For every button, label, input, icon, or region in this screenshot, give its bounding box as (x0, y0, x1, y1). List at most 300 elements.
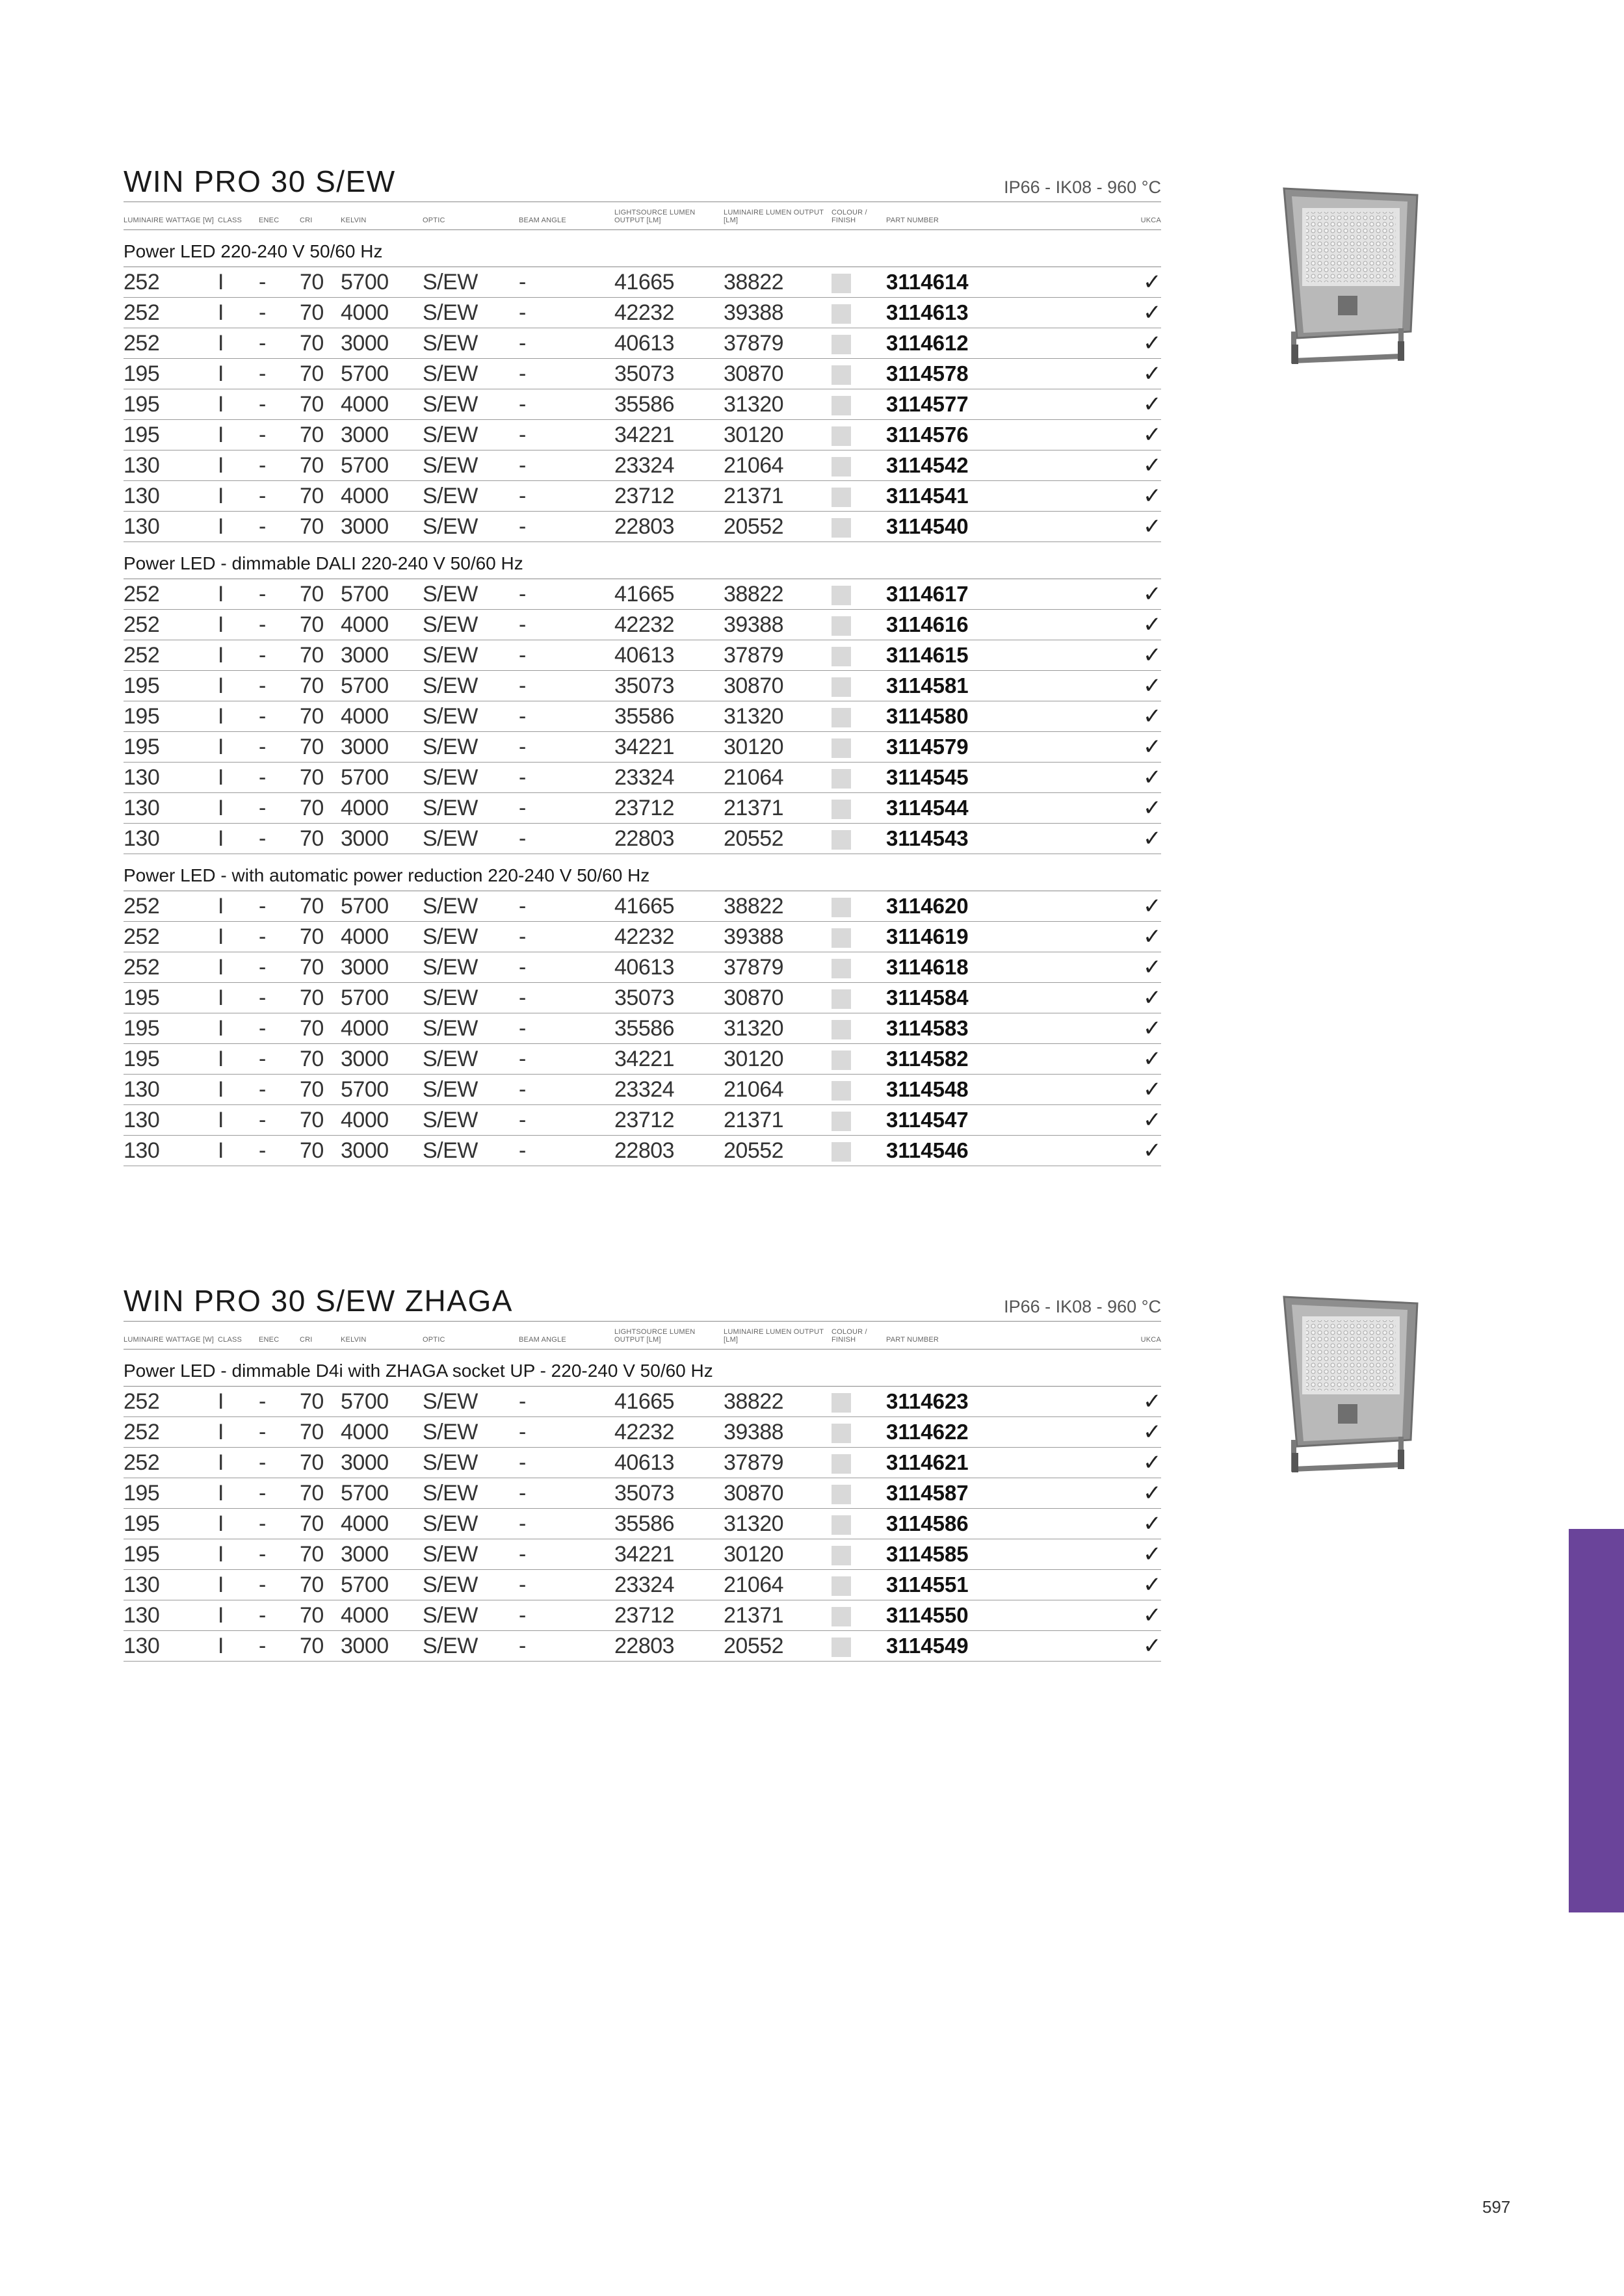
beam-angle-cell: - (519, 450, 614, 481)
part-number-cell: 3114615 (886, 640, 1049, 671)
optic-cell: S/EW (423, 579, 519, 610)
lightsource-lumen-cell: 34221 (614, 732, 724, 763)
optic-cell: S/EW (423, 732, 519, 763)
beam-angle-cell: - (519, 267, 614, 298)
optic-cell: S/EW (423, 1570, 519, 1600)
beam-angle-cell: - (519, 298, 614, 328)
grey-finish-swatch (832, 1424, 851, 1443)
table-row (124, 701, 1161, 732)
grey-finish-swatch (832, 1454, 851, 1474)
class-cell: I (218, 1509, 259, 1539)
luminaire-lumen-cell: 37879 (724, 1448, 832, 1478)
kelvin-cell: 4000 (341, 610, 423, 640)
colour-swatch-cell (832, 732, 886, 763)
class-cell: I (218, 1631, 259, 1662)
cri-cell: 70 (300, 420, 341, 450)
beam-angle-cell: - (519, 1075, 614, 1105)
table-row (124, 671, 1161, 701)
kelvin-cell: 5700 (341, 1478, 423, 1509)
colour-swatch-cell (832, 701, 886, 732)
beam-angle-cell: - (519, 481, 614, 512)
checkmark-icon: ✓ (1143, 300, 1161, 325)
grey-finish-swatch (832, 898, 851, 917)
checkmark-icon: ✓ (1143, 924, 1161, 949)
ukca-cell (1049, 420, 1161, 450)
kelvin-cell: 4000 (341, 793, 423, 824)
beam-angle-cell: - (519, 1044, 614, 1075)
ukca-cell (1049, 922, 1161, 952)
part-number-cell: 3114580 (886, 701, 1049, 732)
part-number-cell: 3114582 (886, 1044, 1049, 1075)
ukca-cell (1049, 512, 1161, 542)
cri-cell: 70 (300, 922, 341, 952)
enec-cell: - (259, 732, 300, 763)
lightsource-lumen-cell: 42232 (614, 1417, 724, 1448)
enec-cell: - (259, 922, 300, 952)
wattage-header: LUMINAIRE WATTAGE [W] (124, 1322, 218, 1350)
cri-cell: 70 (300, 701, 341, 732)
optic-cell: S/EW (423, 1600, 519, 1631)
beam-angle-cell: - (519, 793, 614, 824)
optic-cell: S/EW (423, 610, 519, 640)
cri-cell: 70 (300, 481, 341, 512)
beam-angle-cell: - (519, 512, 614, 542)
kelvin-cell: 4000 (341, 1417, 423, 1448)
lightsource-lumen-cell: 35586 (614, 701, 724, 732)
kelvin-cell: 5700 (341, 671, 423, 701)
checkmark-icon: ✓ (1143, 673, 1161, 698)
checkmark-icon: ✓ (1143, 1108, 1161, 1132)
wattage-cell: 130 (124, 1136, 218, 1166)
class-cell: I (218, 450, 259, 481)
wattage-cell: 252 (124, 328, 218, 359)
beam-angle-cell: - (519, 1013, 614, 1044)
checkmark-icon: ✓ (1143, 1450, 1161, 1475)
beam-angle-header: BEAM ANGLE (519, 202, 614, 230)
wattage-cell: 130 (124, 1631, 218, 1662)
cri-cell: 70 (300, 732, 341, 763)
beam-angle-header: BEAM ANGLE (519, 1322, 614, 1350)
luminaire-lumen-cell: 38822 (724, 579, 832, 610)
grey-finish-swatch (832, 677, 851, 697)
grey-finish-swatch (832, 1546, 851, 1565)
optic-header: OPTIC (423, 202, 519, 230)
cri-cell: 70 (300, 1600, 341, 1631)
class-cell: I (218, 610, 259, 640)
beam-angle-cell: - (519, 1448, 614, 1478)
class-cell: I (218, 701, 259, 732)
enec-cell: - (259, 952, 300, 983)
grey-finish-swatch (832, 928, 851, 948)
grey-finish-swatch (832, 1485, 851, 1504)
beam-angle-cell: - (519, 922, 614, 952)
kelvin-cell: 5700 (341, 1570, 423, 1600)
luminaire-lumen-cell: 30870 (724, 671, 832, 701)
kelvin-cell: 4000 (341, 1105, 423, 1136)
luminaire-lumen-cell: 39388 (724, 1417, 832, 1448)
class-cell: I (218, 1136, 259, 1166)
optic-cell: S/EW (423, 952, 519, 983)
class-cell: I (218, 732, 259, 763)
luminaire-lumen-cell: 21371 (724, 481, 832, 512)
class-cell: I (218, 1478, 259, 1509)
lightsource-lumen-cell: 34221 (614, 420, 724, 450)
wattage-cell: 252 (124, 610, 218, 640)
wattage-cell: 130 (124, 1600, 218, 1631)
enec-cell: - (259, 328, 300, 359)
optic-cell: S/EW (423, 267, 519, 298)
colour-swatch-cell (832, 481, 886, 512)
luminaire-lumen-header: LUMINAIRE LUMEN OUTPUT [LM] (724, 1322, 832, 1350)
lightsource-lumen-cell: 35073 (614, 983, 724, 1013)
part-number-cell: 3114581 (886, 671, 1049, 701)
enec-cell: - (259, 1539, 300, 1570)
lightsource-lumen-cell: 35073 (614, 1478, 724, 1509)
ukca-cell (1049, 481, 1161, 512)
group-heading-row (124, 854, 1161, 891)
class-cell: I (218, 1570, 259, 1600)
beam-angle-cell: - (519, 359, 614, 389)
product-title: WIN PRO 30 S/EW ZHAGA (124, 1284, 513, 1318)
kelvin-cell: 3000 (341, 1539, 423, 1570)
optic-cell: S/EW (423, 1387, 519, 1417)
kelvin-cell: 4000 (341, 701, 423, 732)
part-number-cell: 3114541 (886, 481, 1049, 512)
grey-finish-swatch (832, 274, 851, 293)
ukca-cell (1049, 298, 1161, 328)
enec-cell: - (259, 389, 300, 420)
lightsource-lumen-cell: 41665 (614, 891, 724, 922)
part-number-cell: 3114547 (886, 1105, 1049, 1136)
cri-cell: 70 (300, 450, 341, 481)
chapter-side-tab (1569, 1529, 1624, 1912)
part-number-cell: 3114576 (886, 420, 1049, 450)
checkmark-icon: ✓ (1143, 735, 1161, 759)
lightsource-lumen-cell: 23712 (614, 1600, 724, 1631)
colour-swatch-cell (832, 512, 886, 542)
beam-angle-cell: - (519, 1509, 614, 1539)
kelvin-cell: 3000 (341, 732, 423, 763)
enec-cell: - (259, 512, 300, 542)
part-number-cell: 3114579 (886, 732, 1049, 763)
cri-cell: 70 (300, 1570, 341, 1600)
table-row (124, 1013, 1161, 1044)
cri-cell: 70 (300, 1387, 341, 1417)
grey-finish-swatch (832, 1142, 851, 1162)
wattage-cell: 252 (124, 1417, 218, 1448)
floodlight-product-image (1277, 182, 1427, 371)
luminaire-lumen-cell: 39388 (724, 610, 832, 640)
enec-cell: - (259, 1044, 300, 1075)
luminaire-lumen-cell: 31320 (724, 389, 832, 420)
beam-angle-cell: - (519, 1570, 614, 1600)
checkmark-icon: ✓ (1143, 1603, 1161, 1628)
colour-swatch-cell (832, 1600, 886, 1631)
optic-cell: S/EW (423, 1417, 519, 1448)
part-number-cell: 3114613 (886, 298, 1049, 328)
lightsource-lumen-cell: 23324 (614, 1570, 724, 1600)
colour-swatch-cell (832, 1509, 886, 1539)
table-row (124, 481, 1161, 512)
wattage-cell: 130 (124, 450, 218, 481)
ukca-header: UKCA (1049, 202, 1161, 230)
cri-header: CRI (300, 202, 341, 230)
optic-cell: S/EW (423, 1539, 519, 1570)
wattage-cell: 130 (124, 481, 218, 512)
part-number-cell: 3114544 (886, 793, 1049, 824)
lightsource-lumen-cell: 22803 (614, 1136, 724, 1166)
beam-angle-cell: - (519, 891, 614, 922)
lightsource-lumen-cell: 41665 (614, 1387, 724, 1417)
part-number-cell: 3114545 (886, 763, 1049, 793)
table-row (124, 328, 1161, 359)
luminaire-lumen-cell: 31320 (724, 1013, 832, 1044)
grey-finish-swatch (832, 488, 851, 507)
ukca-header: UKCA (1049, 1322, 1161, 1350)
class-cell: I (218, 922, 259, 952)
optic-cell: S/EW (423, 359, 519, 389)
checkmark-icon: ✓ (1143, 985, 1161, 1010)
part-number-cell: 3114551 (886, 1570, 1049, 1600)
optic-cell: S/EW (423, 1509, 519, 1539)
cri-cell: 70 (300, 1631, 341, 1662)
lightsource-lumen-cell: 35586 (614, 1509, 724, 1539)
checkmark-icon: ✓ (1143, 765, 1161, 790)
colour-swatch-cell (832, 1539, 886, 1570)
wattage-cell: 252 (124, 267, 218, 298)
table-row (124, 732, 1161, 763)
enec-cell: - (259, 891, 300, 922)
table-row (124, 763, 1161, 793)
class-cell: I (218, 793, 259, 824)
beam-angle-cell: - (519, 1387, 614, 1417)
enec-cell: - (259, 610, 300, 640)
enec-cell: - (259, 1600, 300, 1631)
cri-cell: 70 (300, 579, 341, 610)
checkmark-icon: ✓ (1143, 1634, 1161, 1658)
enec-cell: - (259, 1509, 300, 1539)
part-number-cell: 3114586 (886, 1509, 1049, 1539)
colour-swatch-cell (832, 891, 886, 922)
enec-cell: - (259, 824, 300, 854)
kelvin-cell: 3000 (341, 328, 423, 359)
grey-finish-swatch (832, 396, 851, 415)
enec-cell: - (259, 579, 300, 610)
lightsource-lumen-cell: 34221 (614, 1044, 724, 1075)
luminaire-lumen-cell: 21371 (724, 1600, 832, 1631)
class-cell: I (218, 1417, 259, 1448)
grey-finish-swatch (832, 616, 851, 636)
grey-finish-swatch (832, 1020, 851, 1039)
floodlight-product-image (1277, 1290, 1427, 1479)
colour-swatch-cell (832, 640, 886, 671)
page-number: 597 (1482, 2197, 1511, 2217)
beam-angle-cell: - (519, 1539, 614, 1570)
kelvin-cell: 4000 (341, 1600, 423, 1631)
table-row (124, 512, 1161, 542)
wattage-cell: 252 (124, 1448, 218, 1478)
cri-cell: 70 (300, 952, 341, 983)
checkmark-icon: ✓ (1143, 1138, 1161, 1163)
product-rating: IP66 - IK08 - 960 °C (1004, 177, 1161, 197)
table-row (124, 1509, 1161, 1539)
checkmark-icon: ✓ (1143, 1389, 1161, 1414)
table-row (124, 610, 1161, 640)
grey-finish-swatch (832, 1576, 851, 1596)
product-section-2 (124, 1282, 1161, 1662)
enec-cell: - (259, 1387, 300, 1417)
grey-finish-swatch (832, 959, 851, 978)
grey-finish-swatch (832, 738, 851, 758)
class-header: CLASS (218, 1322, 259, 1350)
grey-finish-swatch (832, 365, 851, 385)
part-number-cell: 3114587 (886, 1478, 1049, 1509)
table-row (124, 298, 1161, 328)
class-cell: I (218, 579, 259, 610)
group-heading-row (124, 230, 1161, 267)
part-number-cell: 3114583 (886, 1013, 1049, 1044)
beam-angle-cell: - (519, 389, 614, 420)
beam-angle-cell: - (519, 983, 614, 1013)
checkmark-icon: ✓ (1143, 1511, 1161, 1536)
grey-finish-swatch (832, 800, 851, 819)
grey-finish-swatch (832, 426, 851, 446)
part-number-cell: 3114578 (886, 359, 1049, 389)
table-row (124, 579, 1161, 610)
grey-finish-swatch (832, 335, 851, 354)
grey-finish-swatch (832, 304, 851, 324)
enec-cell: - (259, 640, 300, 671)
optic-cell: S/EW (423, 481, 519, 512)
optic-cell: S/EW (423, 640, 519, 671)
luminaire-lumen-cell: 30120 (724, 420, 832, 450)
kelvin-cell: 5700 (341, 579, 423, 610)
spec-table (124, 1321, 1161, 1662)
lightsource-lumen-cell: 40613 (614, 328, 724, 359)
enec-cell: - (259, 1478, 300, 1509)
lightsource-lumen-cell: 23324 (614, 763, 724, 793)
beam-angle-cell: - (519, 1478, 614, 1509)
grey-finish-swatch (832, 1393, 851, 1413)
ukca-cell (1049, 1044, 1161, 1075)
luminaire-lumen-header: LUMINAIRE LUMEN OUTPUT [LM] (724, 202, 832, 230)
beam-angle-cell: - (519, 1631, 614, 1662)
checkmark-icon: ✓ (1143, 361, 1161, 386)
kelvin-cell: 5700 (341, 983, 423, 1013)
optic-cell: S/EW (423, 389, 519, 420)
lightsource-lumen-cell: 23324 (614, 450, 724, 481)
cri-cell: 70 (300, 983, 341, 1013)
wattage-cell: 130 (124, 512, 218, 542)
wattage-cell: 195 (124, 983, 218, 1013)
colour-swatch-cell (832, 952, 886, 983)
enec-cell: - (259, 1570, 300, 1600)
grey-finish-swatch (832, 586, 851, 605)
enec-cell: - (259, 671, 300, 701)
optic-cell: S/EW (423, 420, 519, 450)
luminaire-lumen-cell: 37879 (724, 952, 832, 983)
part-number-cell: 3114548 (886, 1075, 1049, 1105)
class-cell: I (218, 512, 259, 542)
enec-cell: - (259, 267, 300, 298)
cri-cell: 70 (300, 328, 341, 359)
grey-finish-swatch (832, 1515, 851, 1535)
colour-swatch-cell (832, 922, 886, 952)
cri-cell: 70 (300, 1044, 341, 1075)
cri-cell: 70 (300, 1509, 341, 1539)
table-row (124, 952, 1161, 983)
beam-angle-cell: - (519, 420, 614, 450)
ukca-cell (1049, 1631, 1161, 1662)
class-cell: I (218, 1044, 259, 1075)
enec-cell: - (259, 1417, 300, 1448)
beam-angle-cell: - (519, 701, 614, 732)
enec-cell: - (259, 983, 300, 1013)
luminaire-lumen-cell: 21064 (724, 1075, 832, 1105)
table-row (124, 359, 1161, 389)
grey-finish-swatch (832, 1637, 851, 1657)
colour-swatch-cell (832, 267, 886, 298)
ukca-cell (1049, 671, 1161, 701)
cri-cell: 70 (300, 1136, 341, 1166)
ukca-cell (1049, 1013, 1161, 1044)
part-number-cell: 3114614 (886, 267, 1049, 298)
luminaire-lumen-cell: 39388 (724, 922, 832, 952)
colour-swatch-cell (832, 1478, 886, 1509)
luminaire-lumen-cell: 21371 (724, 1105, 832, 1136)
optic-cell: S/EW (423, 1478, 519, 1509)
luminaire-lumen-cell: 21371 (724, 793, 832, 824)
lightsource-lumen-cell: 22803 (614, 512, 724, 542)
ukca-cell (1049, 1136, 1161, 1166)
colour-swatch-cell (832, 450, 886, 481)
ukca-cell (1049, 1075, 1161, 1105)
cri-cell: 70 (300, 1417, 341, 1448)
table-row (124, 891, 1161, 922)
part-number-header: PART NUMBER (886, 1322, 1049, 1350)
ukca-cell (1049, 1539, 1161, 1570)
class-cell: I (218, 1539, 259, 1570)
ukca-cell (1049, 952, 1161, 983)
kelvin-cell: 4000 (341, 922, 423, 952)
table-row (124, 1105, 1161, 1136)
table-row (124, 1044, 1161, 1075)
grey-finish-swatch (832, 708, 851, 727)
kelvin-cell: 3000 (341, 1136, 423, 1166)
cri-cell: 70 (300, 267, 341, 298)
enec-cell: - (259, 481, 300, 512)
table-row (124, 1136, 1161, 1166)
checkmark-icon: ✓ (1143, 514, 1161, 539)
cri-cell: 70 (300, 763, 341, 793)
colour-swatch-cell (832, 983, 886, 1013)
wattage-cell: 195 (124, 671, 218, 701)
luminaire-lumen-cell: 31320 (724, 701, 832, 732)
class-cell: I (218, 763, 259, 793)
kelvin-cell: 4000 (341, 1509, 423, 1539)
kelvin-cell: 3000 (341, 512, 423, 542)
ukca-cell (1049, 732, 1161, 763)
grey-finish-swatch (832, 1607, 851, 1626)
ukca-cell (1049, 1417, 1161, 1448)
colour-swatch-cell (832, 389, 886, 420)
ukca-cell (1049, 1448, 1161, 1478)
ukca-cell (1049, 701, 1161, 732)
grey-finish-swatch (832, 518, 851, 538)
lightsource-lumen-cell: 35073 (614, 671, 724, 701)
luminaire-lumen-cell: 31320 (724, 1509, 832, 1539)
product-rating: IP66 - IK08 - 960 °C (1004, 1297, 1161, 1316)
